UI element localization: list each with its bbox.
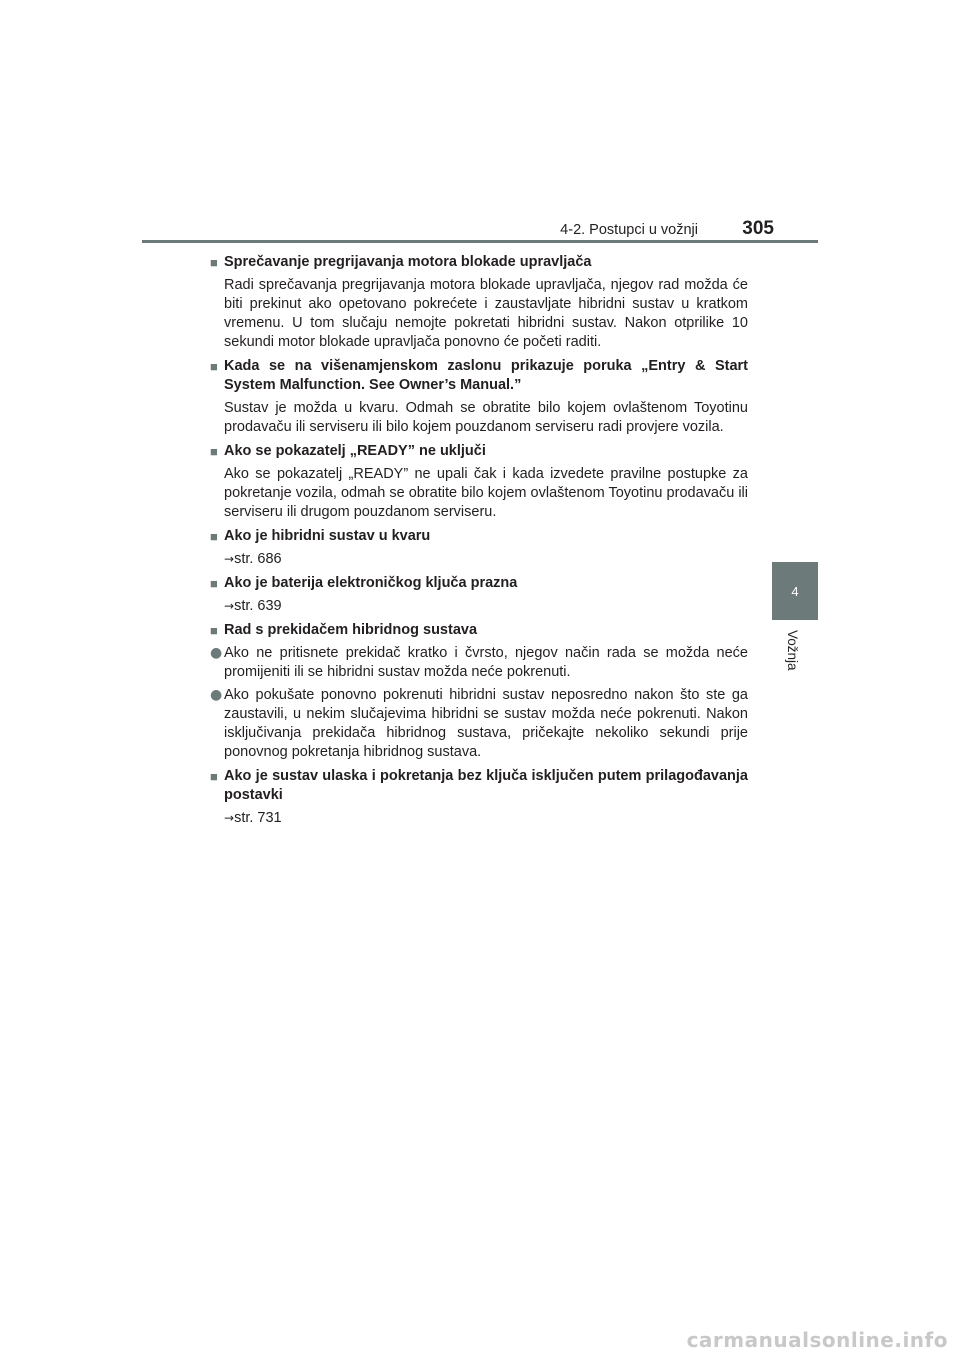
reference-text: str. 731	[234, 810, 282, 826]
section-heading	[210, 357, 748, 395]
header-rule	[142, 240, 818, 243]
square-bullet-icon: ■	[210, 623, 218, 638]
square-bullet-icon: ■	[210, 444, 218, 459]
section-malfunction-message	[210, 357, 748, 437]
section-steering-lock	[210, 253, 748, 352]
list-item	[210, 686, 748, 762]
section-heading	[210, 574, 748, 593]
page-reference	[224, 597, 748, 616]
arrow-right-icon: →	[224, 552, 235, 566]
section-power-switch	[210, 621, 748, 762]
list-item	[210, 644, 748, 682]
reference-text: str. 639	[234, 598, 282, 614]
square-bullet-icon: ■	[210, 359, 218, 374]
section-heading	[210, 621, 748, 640]
list-item-text: Ako ne pritisnete prekidač kratko i čvrsto, njegov način rada se možda neće promijeniti ili se hibridni sustav možda neće pokrenuti.	[224, 645, 748, 680]
chapter-number: 4	[791, 583, 799, 599]
page-reference	[224, 550, 748, 569]
square-bullet-icon: ■	[210, 769, 218, 784]
section-title: 4-2. Postupci u vožnji	[560, 222, 698, 238]
heading-text: Rad s prekidačem hibridnog sustava	[224, 622, 478, 638]
arrow-right-icon: →	[224, 811, 235, 825]
section-hybrid-malfunction	[210, 527, 748, 569]
section-body: Radi sprečavanja pregrijavanja motora blokade upravljača, njegov rad možda će biti prekinut ako opetovano pokrećete i zaustavljate hibridni sustav u kratkom vremenu. U tom slučaju nemojte pokretati hibridni sustav. Nakon otprilike 10 sekundi motor blokade upravljača ponovno će početi raditi.	[224, 277, 748, 350]
section-heading	[210, 767, 748, 805]
heading-text: Ako se pokazatelj „READY” ne uključi	[224, 443, 486, 459]
dot-bullet-icon: ●	[210, 687, 223, 703]
reference-text: str. 686	[234, 551, 282, 567]
section-body: Ako se pokazatelj „READY” ne upali čak i kada izvedete pravilne postupke za pokretanje vozila, odmah se obratite bilo kojem ovlaštenom Toyotinu prodavaču ili serviseru ili drugom pouzdanom serviseru.	[224, 466, 748, 520]
square-bullet-icon: ■	[210, 529, 218, 544]
section-body: Sustav je možda u kvaru. Odmah se obratite bilo kojem ovlaštenom Toyotinu prodavaču ili serviseru ili bilo kojem pouzdanom serviseru radi provjere vozila.	[224, 400, 748, 435]
section-heading	[210, 527, 748, 546]
chapter-label: Vožnja	[785, 630, 800, 671]
list-item-text: Ako pokušate ponovno pokrenuti hibridni sustav neposredno nakon što ste ga zaustavili, u nekim slučajevima hibridni se sustav možda neće pokrenuti. Nakon isključivanja prekidača hibridnog sustava, pričekajte nekoliko sekundi prije ponovnog pokretanja hibridnog sustava.	[224, 687, 748, 760]
chapter-tab	[772, 562, 818, 620]
page-number: 305	[742, 218, 774, 239]
heading-text: Ako je baterija elektroničkog ključa prazna	[224, 575, 518, 591]
arrow-right-icon: →	[224, 599, 235, 613]
heading-text: Ako je hibridni sustav u kvaru	[224, 528, 431, 544]
page-reference	[224, 809, 748, 828]
square-bullet-icon: ■	[210, 255, 218, 270]
section-heading	[210, 442, 748, 461]
section-customization	[210, 767, 748, 828]
heading-text: Ako je sustav ulaska i pokretanja bez ključa isključen putem prilagođavanja postavki	[224, 768, 748, 803]
heading-text: Kada se na višenamjenskom zaslonu prikazuje poruka „Entry & Start System Malfunction. See Owner’s Manual.”	[224, 358, 748, 393]
content	[210, 253, 748, 833]
heading-text: Sprečavanje pregrijavanja motora blokade upravljača	[224, 254, 592, 270]
square-bullet-icon: ■	[210, 576, 218, 591]
section-ready-indicator	[210, 442, 748, 522]
section-key-battery	[210, 574, 748, 616]
dot-bullet-icon: ●	[210, 645, 223, 661]
section-heading	[210, 253, 748, 272]
watermark: carmanualsonline.info	[686, 1328, 948, 1352]
